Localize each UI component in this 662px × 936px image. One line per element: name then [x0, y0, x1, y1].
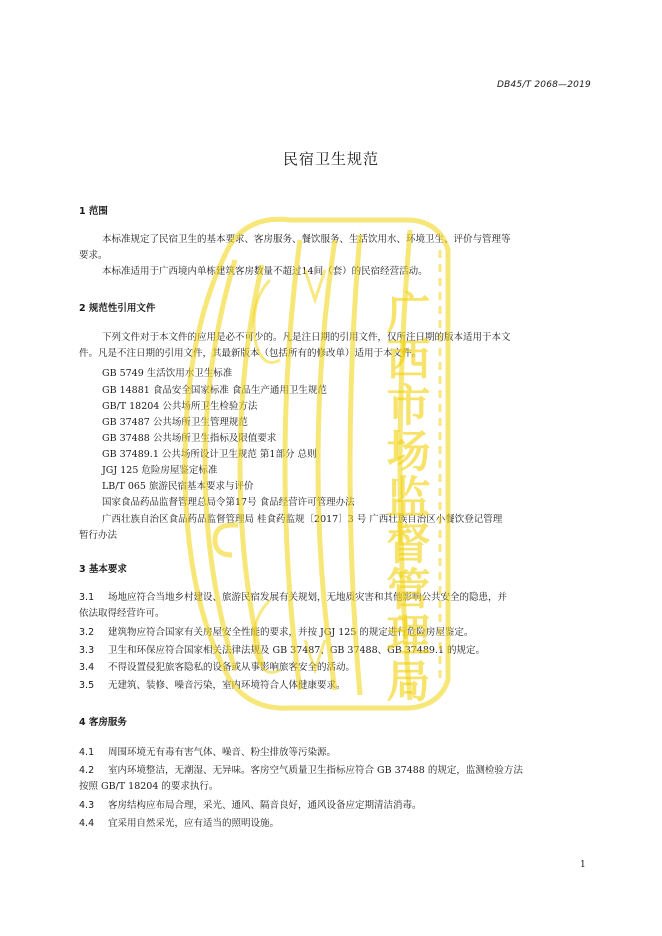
clause-number: 3.2 [79, 627, 95, 638]
paragraph: 本标准规定了民宿卫生的基本要求、客房服务、餐饮服务、生活饮用水、环境卫生、评价与管理等 [102, 234, 511, 245]
paragraph: 下列文件对于本文件的应用是必不可少的。凡是注日期的引用文件，仅所注日期的版本适用于本文 [102, 332, 511, 343]
clause-number: 4.2 [79, 765, 95, 776]
reference-item: GB 5749 生活饮用水卫生标准 [102, 368, 233, 379]
clause-text: 宜采用自然采光，应有适当的照明设施。 [108, 818, 280, 829]
reference-item: GB/T 18204 公共场所卫生检验方法 [102, 401, 258, 412]
clause-number: 4.1 [79, 747, 95, 758]
clause-number: 3.1 [79, 592, 95, 603]
reference-item-continued: 暂行办法 [79, 530, 118, 541]
reference-item: GB 37489.1 公共场所设计卫生规范 第1部分 总则 [102, 449, 317, 460]
section-heading-scope: 1 范围 [79, 206, 108, 217]
clause-number: 3.4 [79, 662, 95, 673]
reference-item: LB/T 065 旅游民宿基本要求与评价 [102, 481, 254, 492]
reference-item: 广西壮族自治区食品药品监督管理局 桂食药监规〔2017〕3 号 广西壮族自治区小餐饮登记管理 [102, 514, 503, 525]
clause-text: 依法取得经营许可。 [79, 608, 165, 619]
clause-text: 室内环境整洁，无潮湿、无异味。客房空气质量卫生指标应符合 GB 37488 的规定，监测检验方法 [108, 765, 523, 776]
reference-item: GB 37487 公共场所卫生管理规范 [102, 417, 248, 428]
clause-text: 无建筑、装修、噪音污染，室内环境符合人体健康要求。 [108, 680, 346, 691]
clause-number: 3.3 [79, 645, 95, 656]
reference-item: GB 14881 食品安全国家标准 食品生产通用卫生规范 [102, 385, 327, 396]
reference-item: GB 37488 公共场所卫生指标及限值要求 [102, 433, 277, 444]
section-heading-references: 2 规范性引用文件 [79, 303, 156, 314]
paragraph: 要求。 [79, 250, 108, 261]
clause-text: 不得设置侵犯旅客隐私的设备或从事影响旅客安全的活动。 [108, 662, 356, 673]
clause-number: 4.4 [79, 818, 95, 829]
paragraph: 本标准适用于广西境内单栋建筑客房数量不超过14间（套）的民宿经营活动。 [102, 266, 428, 277]
clause-text: 按照 GB/T 18204 的要求执行。 [79, 781, 219, 792]
clause-text: 卫生和环保应符合国家相关法律法规及 GB 37487、GB 37488、GB 37489.1 的规定。 [108, 645, 486, 656]
clause-text: 客房结构应布局合理，采光、通风、隔音良好，通风设备应定期清洁消毒。 [108, 800, 422, 811]
clause-number: 4.3 [79, 800, 95, 811]
seal-text: 广西市场监督管理局 [378, 290, 430, 704]
clause-text: 建筑物应符合国家有关房屋安全性能的要求，并按 JGJ 125 的规定进行危险房屋鉴定。 [108, 627, 474, 638]
reference-item: JGJ 125 危险房屋鉴定标准 [102, 465, 218, 476]
clause-text: 周围环境无有毒有害气体、噪音、粉尘排放等污染源。 [108, 747, 337, 758]
clause-number: 3.5 [79, 680, 95, 691]
standard-number: DB45/T 2068—2019 [497, 80, 591, 90]
section-heading-guest-room-service: 4 客房服务 [79, 717, 127, 728]
section-heading-basic-requirements: 3 基本要求 [79, 564, 127, 575]
paragraph: 件。凡是不注日期的引用文件，其最新版本（包括所有的修改单）适用于本文件。 [79, 348, 422, 359]
document-title: 民宿卫生规范 [283, 150, 380, 168]
reference-item: 国家食品药品监督管理总局令第17号 食品经营许可管理办法 [102, 497, 355, 508]
page-number: 1 [580, 860, 586, 870]
clause-text: 场地应符合当地乡村建设、旅游民宿发展有关规划，无地质灾害和其他影响公共安全的隐患，并 [108, 592, 508, 603]
